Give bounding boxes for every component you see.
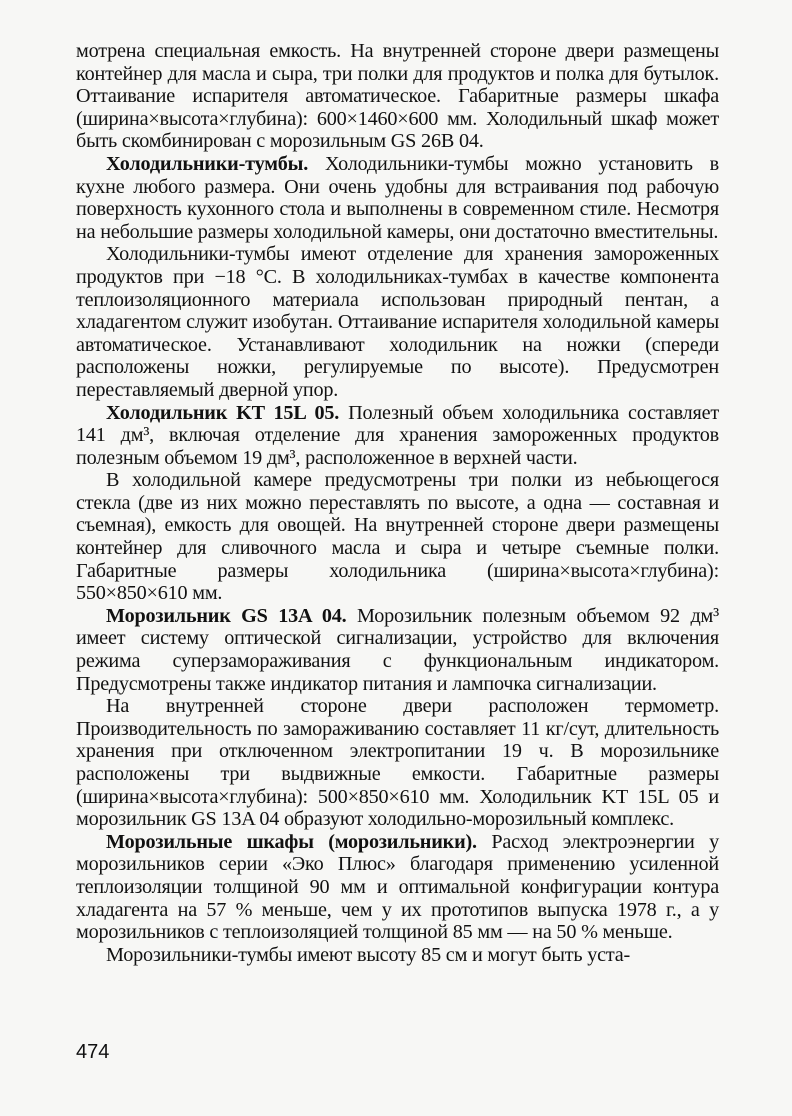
heading-refrigerator-cabinets: Холодильники-тумбы.	[106, 152, 309, 175]
paragraph-4	[76, 402, 719, 470]
paragraph-6	[76, 605, 719, 695]
paragraph-7	[76, 695, 719, 831]
paragraph-9	[76, 944, 719, 967]
paragraph-3-text: Холодильники-тумбы имеют отделение для хранения замороженных продуктов при −18 °C. В холодильниках-тумбах в качестве компонента теплоизоляционного материала использован природный пентан, а хладагентом служит изобутан. Оттаивание испарителя холодильной камеры автоматическое. Устанавливают холодильник на ножки (спереди расположены ножки, регулируемые по высоте). Предусмотрен переставляемый дверной упор.	[76, 243, 719, 401]
paragraph-9-text: Морозильники-тумбы имеют высоту 85 см и могут быть уста-	[106, 943, 631, 966]
paragraph-4-text: Полезный объем холодильника составляет 141 дм³, включая отделение для хранения замороженных продуктов полезным объемом 19 дм³, расположенное в верхней части.	[76, 401, 720, 469]
paragraph-7-text: На внутренней стороне двери расположен термометр. Производительность по замораживанию составляет 11 кг/сут, длительность хранения при отключенном электропитании 19 ч. В морозильнике расположены три выдвижные емкости. Габаритные размеры (ширина×высота×глубина): 500×850×610 мм. Холодильник KT 15L 05 и морозильник GS 13A 04 образуют холодильно-морозильный комплекс.	[76, 695, 719, 831]
paragraph-5	[76, 469, 719, 605]
paragraph-3	[76, 243, 719, 401]
paragraph-1	[76, 40, 719, 153]
paragraph-8	[76, 831, 719, 944]
heading-freezer-cabinets: Морозильные шкафы (морозильники).	[106, 830, 477, 853]
heading-gs-13a-04: Морозильник GS 13A 04.	[106, 604, 347, 627]
heading-kt-15l-05: Холодильник KT 15L 05.	[106, 401, 340, 424]
page-number: 474	[76, 1041, 110, 1063]
paragraph-1-text: мотрена специальная емкость. На внутренней стороне двери размещены контейнер для масла и сыра, три полки для продуктов и полка для бутылок. Оттаивание испарителя автоматическое. Габаритные размеры шкафа (ширина×высота×глубина): 600×1460×600 мм. Холодильный шкаф может быть скомбинирован с морозильным GS 26B 04.	[76, 40, 719, 153]
paragraph-5-text: В холодильной камере предусмотрены три полки из небьющегося стекла (две из них можно переставлять по высоте, а одна — составная и съемная), емкость для овощей. На внутренней стороне двери размещены контейнер для сливочного масла и сыра и четыре съемные полки. Габаритные размеры холодильника (ширина×высота×глубина): 550×850×610 мм.	[76, 469, 719, 605]
paragraph-6-text: Морозильник полезным объемом 92 дм³ имеет систему оптической сигнализации, устройство для включения режима суперзамораживания с функциональным индикатором. Предусмотрены также индикатор питания и лампочка сигнализации.	[76, 604, 719, 695]
paragraph-2	[76, 153, 719, 243]
paragraph-8-text: Расход электроэнергии у морозильников серии «Эко Плюс» благодаря применению усиленной теплоизоляции толщиной 90 мм и оптимальной конфигурации контура хладагента на 57 % меньше, чем у их прототипов выпуска 1978 г., а у морозильников с теплоизоляцией толщиной 85 мм — на 50 % меньше.	[76, 830, 719, 944]
body-text	[76, 40, 719, 966]
paragraph-2-text: Холодильники-тумбы можно установить в кухне любого размера. Они очень удобны для встраивания под рабочую поверхность кухонного стола и выполнены в современном стиле. Несмотря на небольшие размеры холодильной камеры, они достаточно вместительны.	[76, 152, 719, 243]
